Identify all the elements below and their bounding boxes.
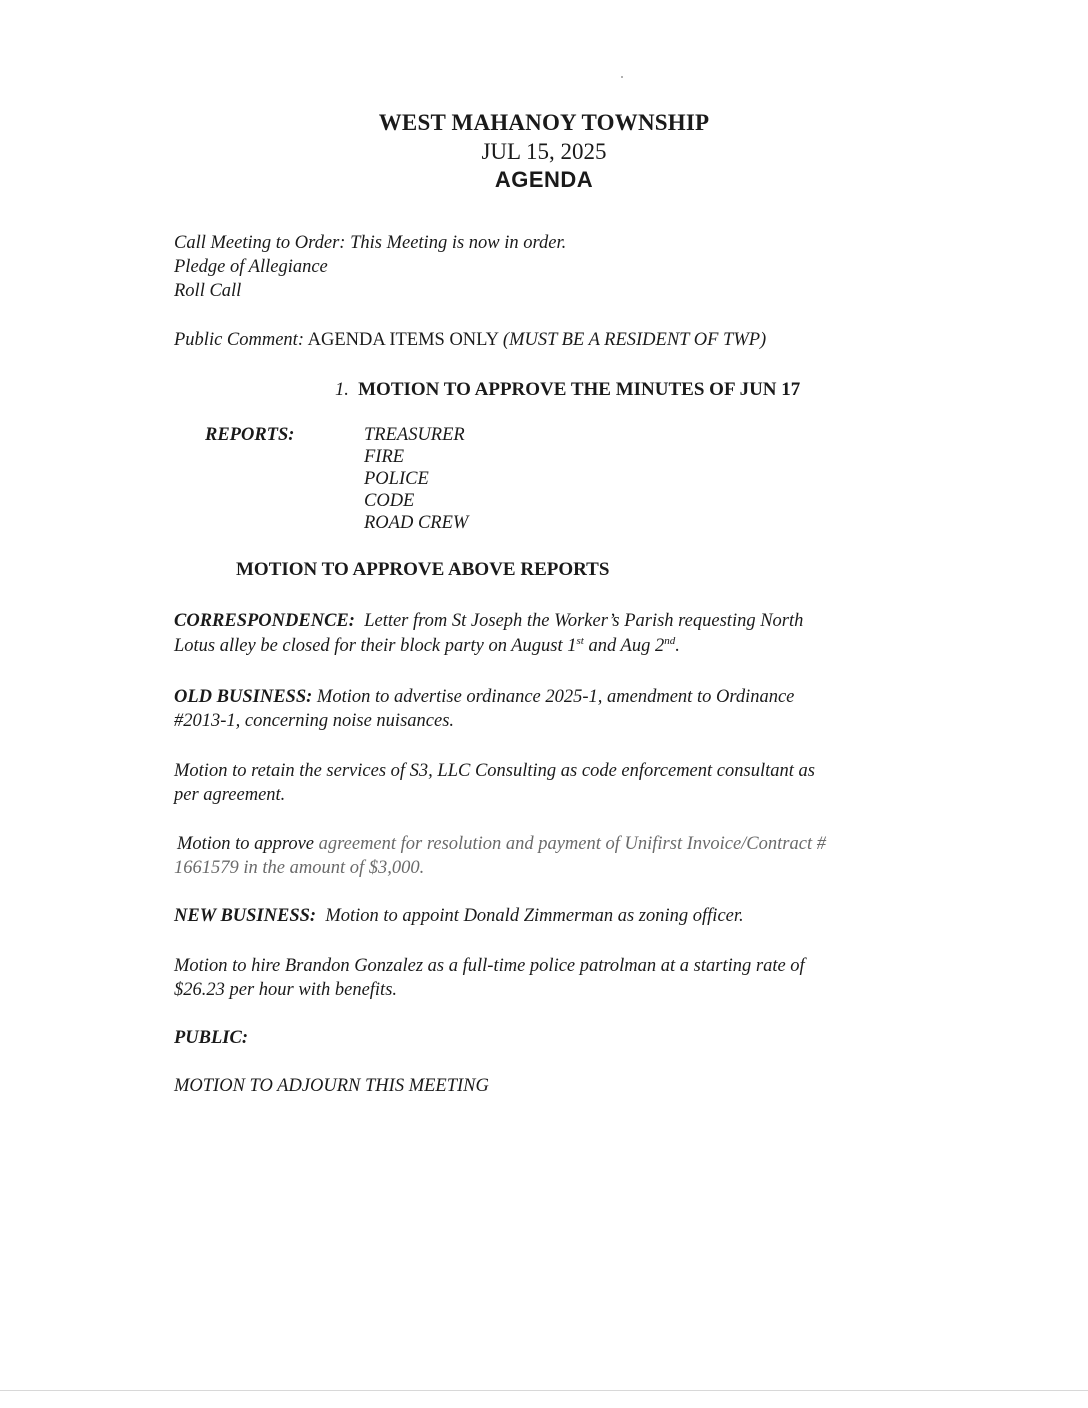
call-to-order-text: This Meeting is now in order.	[350, 233, 567, 253]
report-item: CODE	[364, 491, 415, 511]
new-business-item-1: Motion to appoint Donald Zimmerman as zoning officer.	[325, 906, 744, 926]
ordinal-suffix: st	[576, 634, 584, 647]
public-label: PUBLIC:	[174, 1028, 248, 1048]
old-business-line-1	[174, 687, 794, 708]
public-comment-text: AGENDA ITEMS ONLY	[307, 330, 499, 350]
correspondence-label: CORRESPONDENCE:	[174, 611, 355, 631]
scan-speck	[621, 76, 623, 78]
motion-1-number: 1.	[335, 380, 349, 400]
call-to-order-line	[174, 233, 566, 254]
public-comment-line	[174, 330, 766, 351]
old-business-label: OLD BUSINESS:	[174, 687, 313, 707]
new-business-line-1	[174, 906, 744, 927]
old-business-item-1-line-2: #2013-1, concerning noise nuisances.	[174, 711, 455, 731]
scan-edge-line	[0, 1390, 1088, 1391]
old-business-item-2-line-2: per agreement.	[174, 785, 286, 805]
ordinal-suffix: nd	[664, 634, 676, 647]
township-title: WEST MAHANOY TOWNSHIP	[378, 110, 710, 135]
correspondence-line-1	[174, 611, 803, 632]
correspondence-text-2: Lotus alley be closed for their block party on August 1	[174, 636, 577, 656]
new-business-item-2-line-2: $26.23 per hour with benefits.	[174, 980, 398, 1000]
report-item: ROAD CREW	[364, 513, 469, 533]
reports-label: REPORTS:	[205, 425, 295, 445]
old-business-item-1-text: Motion to advertise ordinance 2025-1, amendment to Ordinance	[316, 687, 795, 707]
new-business-item-2-line-1: Motion to hire Brandon Gonzalez as a full-time police patrolman at a starting rate of	[174, 956, 805, 976]
old-business-item-3-text-a: Motion to approve	[177, 834, 315, 854]
roll-call-line: Roll Call	[174, 281, 242, 301]
report-item: POLICE	[364, 469, 429, 489]
correspondence-text-3: and Aug 2	[583, 636, 665, 656]
correspondence-text-4: .	[675, 636, 680, 656]
old-business-item-3-line-2: 1661579 in the amount of $3,000.	[174, 858, 425, 878]
adjourn-motion: MOTION TO ADJOURN THIS MEETING	[174, 1076, 489, 1096]
motion-1-line	[335, 379, 800, 401]
correspondence-line-2	[174, 636, 680, 657]
correspondence-text-1: Letter from St Joseph the Worker’s Parish requesting North	[364, 611, 804, 631]
motion-1-text: MOTION TO APPROVE THE MINUTES OF JUN 17	[358, 379, 801, 400]
new-business-label: NEW BUSINESS:	[174, 906, 317, 926]
meeting-date: JUL 15, 2025	[481, 139, 607, 164]
old-business-item-3-text-b: agreement for resolution and payment of Unifirst Invoice/Contract #	[318, 834, 826, 854]
report-item: TREASURER	[364, 425, 465, 445]
reports-motion: MOTION TO APPROVE ABOVE REPORTS	[236, 559, 610, 580]
pledge-line: Pledge of Allegiance	[174, 257, 328, 277]
old-business-item-2-line-1: Motion to retain the services of S3, LLC Consulting as code enforcement consultant as	[174, 761, 815, 781]
public-comment-note: (MUST BE A RESIDENT OF TWP)	[502, 330, 767, 350]
old-business-item-3-line-1	[177, 834, 826, 855]
agenda-heading: AGENDA	[494, 167, 594, 192]
call-to-order-label: Call Meeting to Order:	[174, 233, 346, 253]
public-comment-label: Public Comment:	[174, 330, 304, 350]
report-item: FIRE	[364, 447, 405, 467]
